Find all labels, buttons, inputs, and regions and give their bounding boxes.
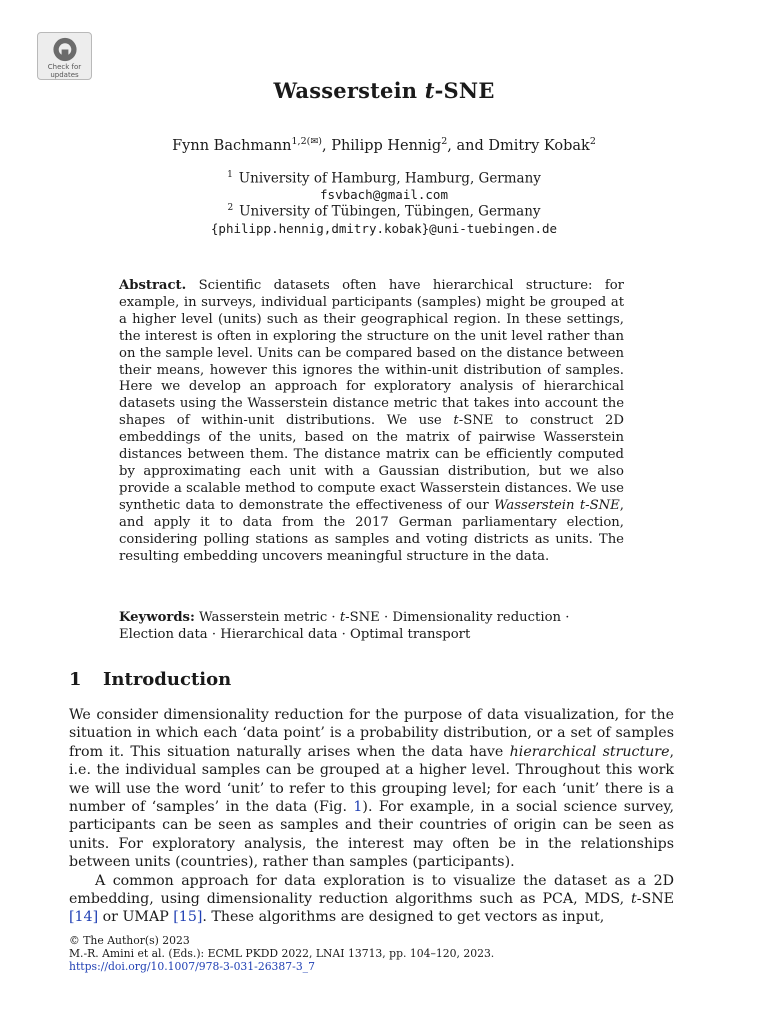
section-heading: 1 Introduction bbox=[69, 669, 232, 690]
abstract-label: Abstract. bbox=[119, 278, 187, 293]
figure-ref-link[interactable]: 1 bbox=[353, 799, 363, 816]
copyright: © The Author(s) 2023 bbox=[69, 934, 190, 947]
email-1[interactable]: fsvbach@gmail.com bbox=[320, 187, 448, 202]
paragraph: We consider dimensionality reduction for the purpose of data visualization, for the situation in which each ‘data point’ is a probability distribution, or a set of samples from it. This situation naturally arises when the data have hierarchical structure, i.e. the individual samples can be grouped at a higher level. Throughout this work we will use the word ‘unit’ to refer to this grouping level; for each ‘unit’ there is a number of ‘samples’ in the data (Fig. 1). For example, in a social science survey, participants can be seen as samples and their countries of origin can be seen as units. For exploratory analysis, the interest may often be in the relationships between units (countries), rather than samples (participants). bbox=[69, 707, 674, 871]
paper-title: Wasserstein t-SNE bbox=[273, 78, 495, 103]
check-for-updates-badge[interactable] bbox=[37, 32, 92, 80]
keywords: Keywords: Wasserstein metric · t-SNE · Dimensionality reduction · Election data · Hierarchical data · Optimal transport bbox=[119, 610, 570, 642]
intro-body bbox=[69, 706, 674, 927]
author-name: , Philipp Hennig bbox=[321, 137, 442, 154]
affiliation-2: $^2$ University of Tübingen, Tübingen, Germany bbox=[227, 203, 541, 220]
badge-line2: updates bbox=[50, 71, 79, 79]
abstract: Abstract. Scientific datasets often have hierarchical structure: for example, in surveys, individual participants (samples) might be grouped at a higher level (units) such as their geographical region. In these settings, the interest is often in exploring the structure on the unit level rather than on the sample level. Units can be compared based on the distance between their means, however this ignores the within-unit distribution of samples. Here we develop an approach for exploratory analysis of hierarchical datasets using the Wasserstein distance metric that takes into account the shapes of within-unit distributions. We use t-SNE to construct 2D embeddings of the units, based on the matrix of pairwise Wasserstein distances between them. The distance matrix can be efficiently computed by approximating each unit with a Gaussian distribution, but we also provide a scalable method to compute exact Wasserstein distances. We use synthetic data to demonstrate the effectiveness of our Wasserstein t-SNE, and apply it to data from the 2017 German parliamentary election, considering polling stations as samples and voting districts as units. The resulting embedding uncovers meaningful structure in the data. bbox=[119, 278, 624, 564]
citation-link[interactable]: [14] bbox=[69, 909, 99, 926]
doi-link[interactable]: https://doi.org/10.1007/978-3-031-26387-3_7 bbox=[69, 960, 315, 973]
author-name: Fynn Bachmann bbox=[172, 137, 292, 154]
citation-info: M.-R. Amini et al. (Eds.): ECML PKDD 2022, LNAI 13713, pp. 104–120, 2023. bbox=[69, 947, 495, 960]
check-updates-icon bbox=[51, 36, 79, 63]
email-2[interactable]: {philipp.hennig,dmitry.kobak}@uni-tuebingen.de bbox=[210, 221, 558, 236]
paragraph: A common approach for data exploration is to visualize the dataset as a 2D embedding, using dimensionality reduction algorithms such as PCA, MDS, t-SNE [14] or UMAP [15]. These algorithms are designed to get vectors as input, bbox=[69, 872, 674, 926]
citation-link[interactable]: [15] bbox=[173, 909, 203, 926]
author-list: Fynn Bachmann$^{1,2(✉)}$, Philipp Hennig$^2$, and Dmitry Kobak$^2$ bbox=[172, 136, 596, 154]
keywords-label: Keywords: bbox=[119, 610, 195, 625]
footer bbox=[69, 934, 494, 973]
author-name: , and Dmitry Kobak bbox=[447, 137, 590, 154]
badge-line1: Check for bbox=[47, 63, 82, 71]
affiliation-1: $^1$ University of Hamburg, Hamburg, Germany bbox=[227, 170, 541, 187]
